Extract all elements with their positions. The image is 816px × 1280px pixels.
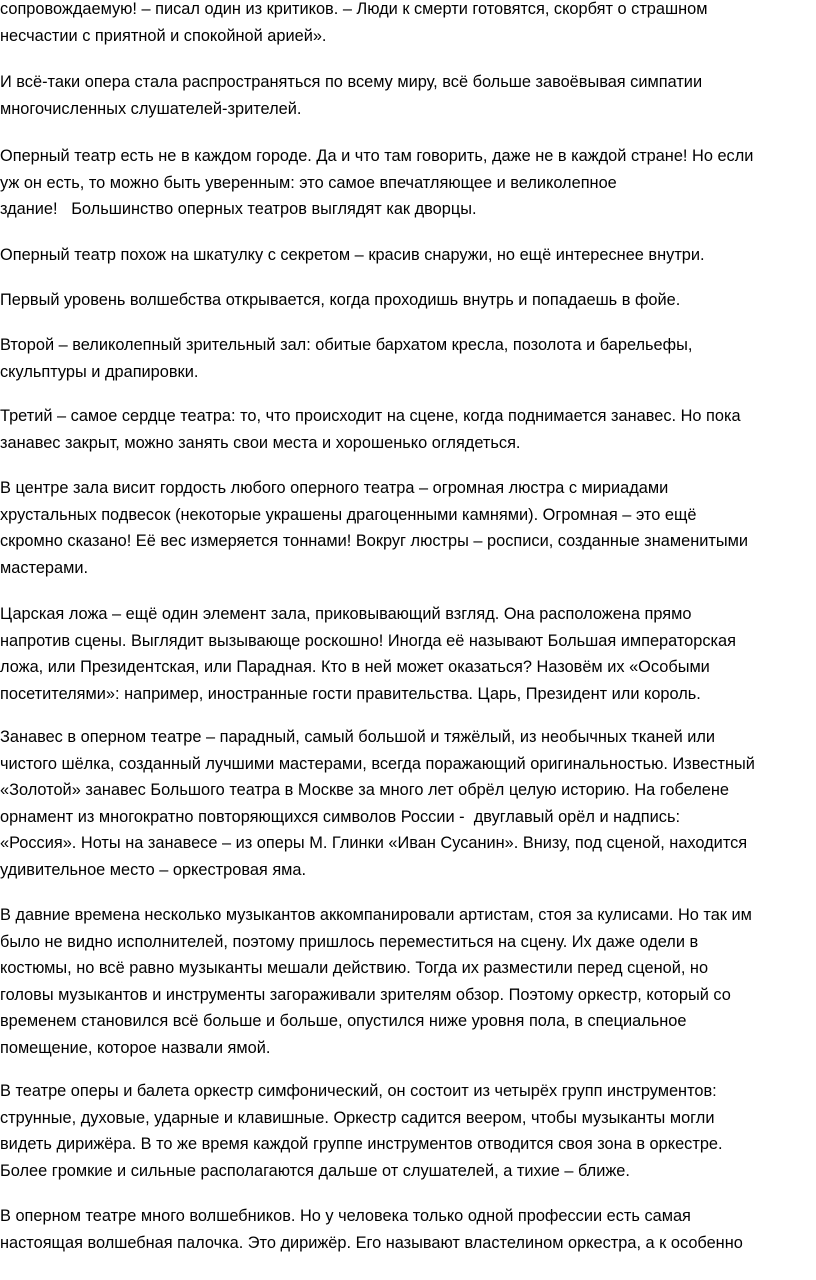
text-line: скульптуры и драпировки. (0, 362, 199, 381)
paragraph-13 (0, 1203, 808, 1256)
text-line: Занавес в оперном театре – парадный, самый большой и тяжёлый, из необычных тканей или (0, 728, 716, 746)
text-line: скромно сказано! Её вес измеряется тоннами! Вокруг люстры – росписи, созданные знаменитыми (0, 532, 749, 550)
paragraph-11 (0, 902, 808, 1061)
text-line: струнные, духовые, ударные и клавишные. Оркестр садится веером, чтобы музыканты могли (0, 1108, 715, 1127)
text-line: Более громкие и сильные располагаются дальше от слушателей, а тихие – ближе. (0, 1161, 630, 1180)
paragraph-8 (0, 475, 808, 581)
text-line: занавес закрыт, можно занять свои места и хорошенько оглядеться. (0, 433, 521, 452)
paragraph-7 (0, 403, 808, 456)
text-line: Первый уровень волшебства открывается, когда проходишь внутрь и попадаешь в фойе. (0, 291, 681, 309)
paragraph-10 (0, 724, 808, 883)
text-line: костюмы, но всё равно музыканты мешали действию. Тогда их разместили перед сценой, но (0, 959, 709, 977)
text-line: Оперный театр похож на шкатулку с секретом – красив снаружи, но ещё интереснее внутри. (0, 246, 705, 264)
text-line: настоящая волшебная палочка. Это дирижёр. Его называют властелином оркестра, а к особенно (0, 1233, 743, 1252)
text-line: многочисленных слушателей-зрителей. (0, 99, 302, 118)
paragraph-2 (0, 69, 808, 122)
text-line: Оперный театр есть не в каждом городе. Да и что там говорить, даже не в каждой стране! Но если (0, 147, 754, 165)
text-line: В театре оперы и балета оркестр симфонический, он состоит из четырёх групп инструментов: (0, 1082, 717, 1100)
text-line: хрустальных подвесок (некоторые украшены драгоценными камнями). Огромная – это ещё (0, 505, 697, 524)
text-line: посетителями»: например, иностранные гости правительства. Царь, Президент или король. (0, 684, 701, 703)
text-line: напротив сцены. Выглядит вызывающе роскошно! Иногда её называют Большая императорская (0, 631, 736, 650)
text-line: уж он есть, то можно быть уверенным: это самое впечатляющее и великолепное (0, 173, 617, 192)
text-line: видеть дирижёра. В то же время каждой группе инструментов отводится своя зона в оркестре. (0, 1135, 723, 1153)
text-line: помещение, которое назвали ямой. (0, 1038, 271, 1057)
text-line: В центре зала висит гордость любого оперного театра – огромная люстра с мириадами (0, 479, 669, 497)
text-line: чистого шёлка, созданный лучшими мастерами, всегда поражающий оригинальностью. Известный (0, 754, 755, 773)
text-line: головы музыкантов и инструменты загораживали зрителям обзор. Поэтому оркестр, который со (0, 985, 731, 1004)
text-line: Царская ложа – ещё один элемент зала, приковывающий взгляд. Она расположена прямо (0, 605, 692, 623)
paragraph-9 (0, 601, 808, 707)
text-line: временем становился всё больше и больше, опустился ниже уровня пола, в специальное (0, 1012, 687, 1030)
text-line: несчастии с приятной и спокойной арией». (0, 26, 327, 45)
paragraph-5 (0, 287, 808, 314)
text-line: сопровождаемую! – писал один из критиков. – Люди к смерти готовятся, скорбят о страшном (0, 0, 708, 18)
text-line: «Золотой» занавес Большого театра в Москве за много лет обрёл целую историю. На гобелене (0, 781, 730, 799)
text-line: «Россия». Ноты на занавесе – из оперы М. Глинки «Иван Сусанин». Внизу, под сценой, находится (0, 834, 748, 852)
text-line: орнамент из многократно повторяющихся символов России - двуглавый орёл и надпись: (0, 807, 681, 826)
text-line: мастерами. (0, 558, 89, 577)
text-line: Третий – самое сердце театра: то, что происходит на сцене, когда поднимается занавес. Но пока (0, 407, 741, 425)
text-line: удивительное место – оркестровая яма. (0, 860, 307, 879)
text-line: ложа, или Президентская, или Парадная. Кто в ней может оказаться? Назовём их «Особыми (0, 658, 710, 676)
paragraph-12 (0, 1078, 808, 1184)
paragraph-4 (0, 242, 808, 269)
text-line: В оперном театре много волшебников. Но у человека только одной профессии есть самая (0, 1207, 691, 1225)
text-line: В давние времена несколько музыкантов аккомпанировали артистам, стоя за кулисами. Но так им (0, 906, 752, 924)
paragraph-3 (0, 143, 808, 223)
text-line: здание! Большинство оперных театров выглядят как дворцы. (0, 200, 477, 218)
paragraph-1 (0, 0, 808, 49)
text-line: было не видно исполнителей, поэтому пришлось переместиться на сцену. Их даже одели в (0, 932, 699, 951)
text-line: И всё-таки опера стала распространяться по всему миру, всё больше завоёвывая симпатии (0, 73, 703, 91)
paragraph-6 (0, 332, 808, 385)
text-line: Второй – великолепный зрительный зал: обитые бархатом кресла, позолота и барельефы, (0, 336, 693, 354)
